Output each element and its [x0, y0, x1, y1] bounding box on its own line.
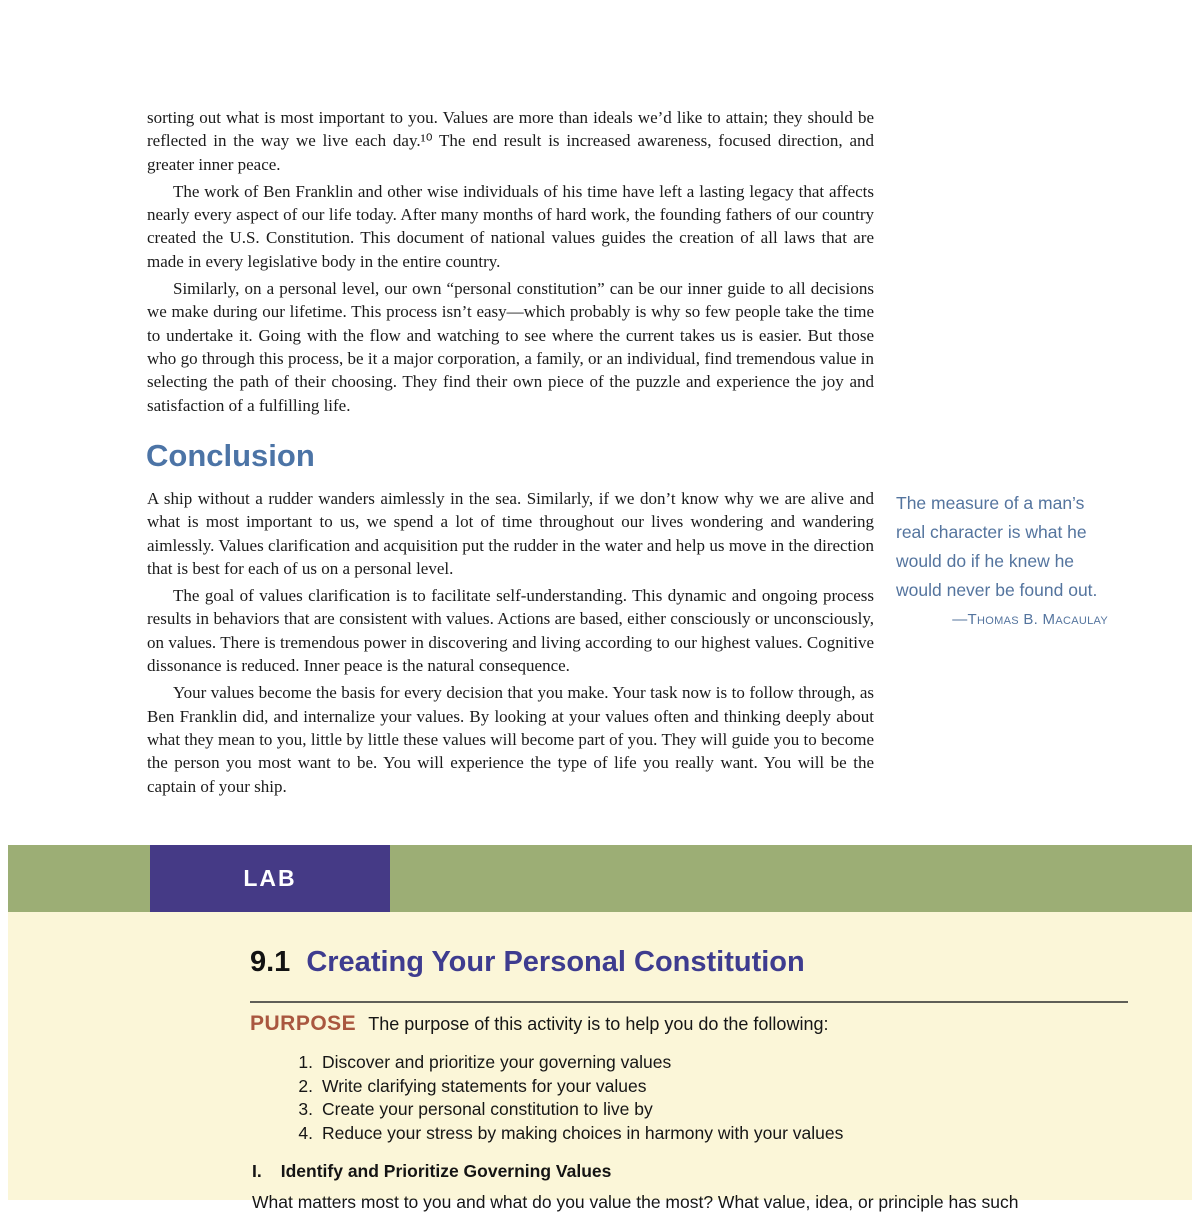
conclusion-heading: Conclusion — [146, 438, 315, 473]
goal-item — [295, 1075, 843, 1099]
section-roman-numeral: I. — [252, 1161, 262, 1181]
conclusion-paragraph: Your values become the basis for every decision that you make. Your task now is to follow through, as Ben Franklin did, and internalize your values. By looking at your values often and thinking deeply about what they mean to you, little by little these values will become part of you. They will guide you to become the person you most want to be. You will experience the type of life you really want. You will be the captain of your ship. — [147, 683, 874, 796]
conclusion-paragraph: The goal of values clarification is to facilitate self-understanding. This dynamic and ongoing process results in behaviors that are consistent with values. Actions are based, either consciously or unconsciously, on values. There is tremendous power in discovering and living according to our highest values. Cognitive dissonance is reduced. Inner peace is the natural consequence. — [147, 586, 874, 676]
goal-number: 4. — [298, 1122, 313, 1143]
purpose-label: PURPOSE — [250, 1012, 357, 1035]
goal-text: Write clarifying statements for your values — [322, 1075, 647, 1096]
intro-text-block — [147, 106, 874, 417]
conclusion-body — [147, 487, 874, 798]
goal-number: 3. — [298, 1099, 313, 1119]
section-heading-row — [252, 1161, 611, 1182]
title-rule — [250, 1001, 1128, 1003]
quote-attribution: —Thomas B. Macaulay — [952, 611, 1108, 628]
activity-title: Creating Your Personal Constitution — [306, 946, 805, 978]
goal-item — [295, 1051, 843, 1075]
lab-label: LAB — [243, 865, 297, 891]
goal-item — [295, 1098, 843, 1122]
intro-paragraph: sorting out what is most important to you. Values are more than ideals we’d like to attain; they should be reflected in the way we live each day.¹⁰ The end result is increased awareness, focused direction, and greater inner peace. — [147, 108, 874, 174]
goal-text: Reduce your stress by making choices in harmony with your values — [322, 1122, 844, 1143]
goals-list — [295, 1051, 843, 1145]
quote-text: The measure of a man’s real character is what he would do if he knew he would never be found out. — [896, 493, 1098, 600]
goal-number: 2. — [298, 1075, 313, 1096]
intro-paragraph: Similarly, on a personal level, our own “personal constitution” can be our inner guide to all decisions we make during our lifetime. This process isn’t easy—which probably is why so few people take the time to undertake it. Going with the flow and watching to see where the current takes us is easier. But those who go through this process, be it a major corporation, a family, or an individual, find tremendous value in selecting the path of their choosing. They find their own piece of the puzzle and experience the joy and satisfaction of a fulfilling life. — [147, 279, 874, 415]
goal-item — [295, 1122, 843, 1146]
lab-tab — [150, 845, 390, 912]
section-body-start: What matters most to you and what do you value the most? What value, idea, or principle has such — [252, 1192, 1019, 1212]
margin-quote — [896, 487, 1108, 798]
conclusion-section — [147, 487, 1107, 798]
purpose-intro: The purpose of this activity is to help you do the following: — [368, 1014, 829, 1034]
goal-number: 1. — [298, 1052, 313, 1072]
purpose-line — [250, 1012, 828, 1036]
lab-panel — [8, 912, 1192, 1212]
activity-title-row — [250, 946, 805, 979]
goal-text: Discover and prioritize your governing values — [322, 1052, 672, 1072]
section-heading: Identify and Prioritize Governing Values — [280, 1161, 612, 1181]
activity-number: 9.1 — [250, 946, 291, 978]
intro-paragraph: The work of Ben Franklin and other wise individuals of his time have left a lasting legacy that affects nearly every aspect of our life today. After many months of hard work, the founding fathers of our country created the U.S. Constitution. This document of national values guides the creation of all laws that are made in every legislative body in the entire country. — [147, 181, 874, 271]
conclusion-paragraph: A ship without a rudder wanders aimlessly in the sea. Similarly, if we don’t know why we are alive and what is most important to us, we spend a lot of time throughout our lives wondering and wandering aimlessly. Values clarification and acquisition put the rudder in the water and help us move in the direction that is best for each of us on a personal level. — [147, 489, 874, 578]
goal-text: Create your personal constitution to live by — [322, 1099, 653, 1119]
